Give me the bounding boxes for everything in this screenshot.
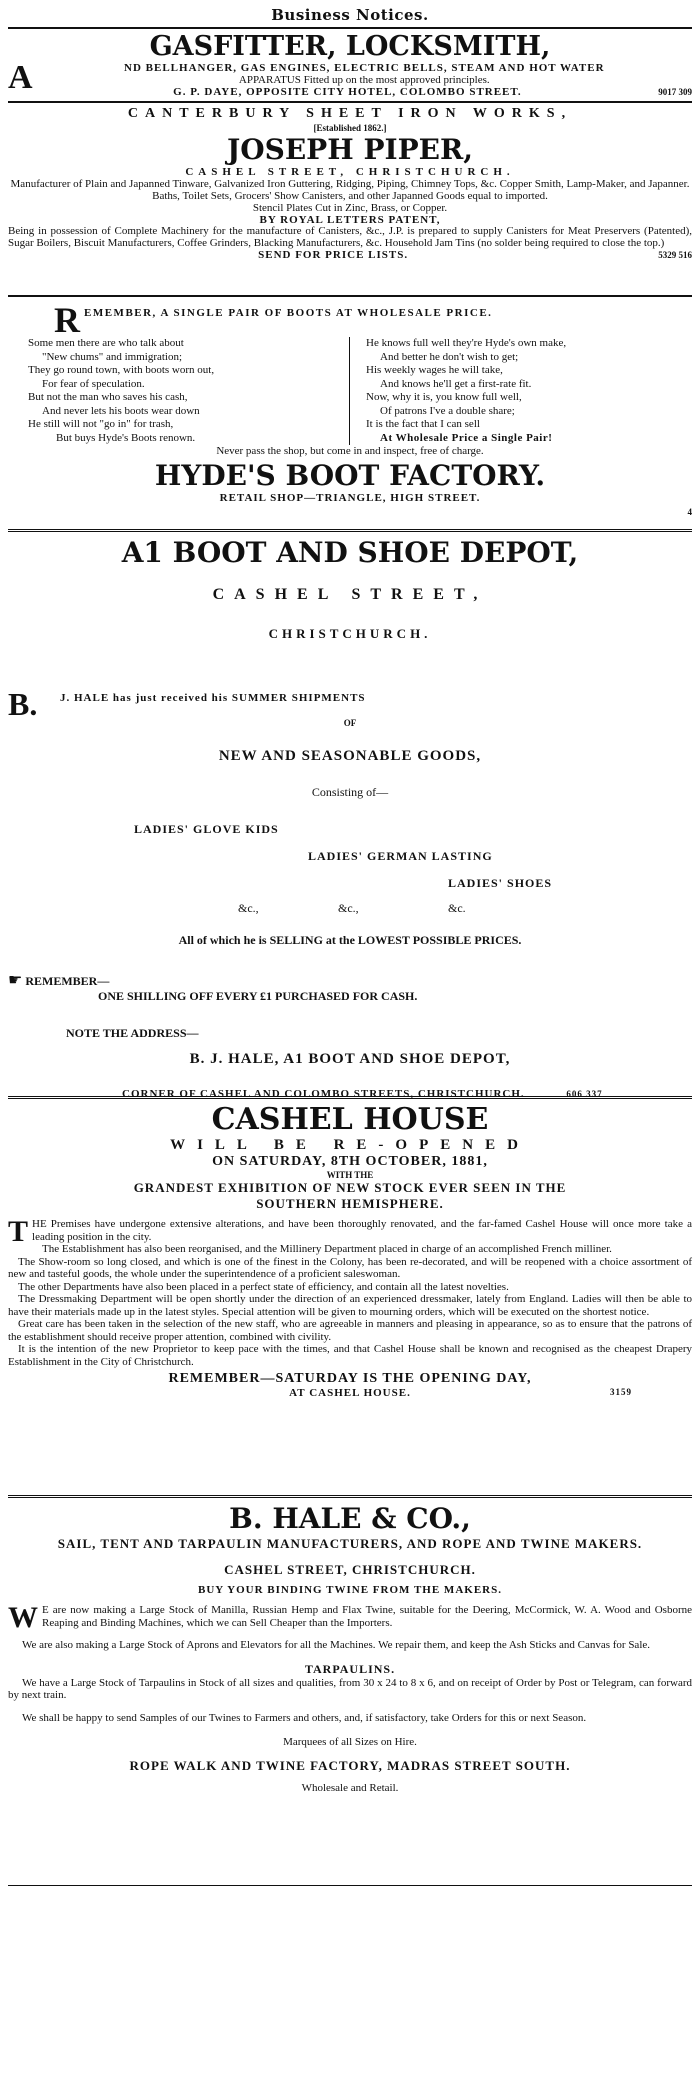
piper-line1: Manufacturer of Plain and Japanned Tinware, Galvanized Iron Guttering, Ridging, Piping, Chimney Tops, &c. Copper Smith, Lamp-Maker, and Japanner.: [10, 178, 690, 190]
poem-line: He knows full well they're Hyde's own make,: [366, 337, 567, 349]
gasfitter-address: G. P. DAYE, OPPOSITE CITY HOTEL, COLOMBO STREET.: [173, 86, 522, 98]
ad-hale-co: [8, 1502, 692, 1882]
poem-line: And knows he'll get a first-rate fit.: [380, 377, 532, 390]
ad-cashel-house: [8, 1103, 692, 1491]
hale-p4: We shall be happy to send Samples of our Twines to Farmers and others, and, if satisfactory, take Orders for this or next Season.: [22, 1711, 587, 1724]
piper-line3: Stencil Plates Cut in Zinc, Brass, or Copper.: [252, 202, 448, 214]
hyde-never: Never pass the shop, but come in and inspect, free of charge.: [216, 445, 484, 457]
piper-line4: Being in possession of Complete Machinery for the manufacture of Canisters, &c., J.P. is prepared to supply Canisters for Meat Preservers (Patented), Sugar Boilers, Biscuit Manufacturers, Coffee Grinders, Blacking Manufacturers, &c. Household Jam Tins (no solder being required to close the top.): [8, 225, 692, 249]
ad-gasfitter: [8, 32, 692, 98]
piper-works: CANTERBURY SHEET IRON WORKS,: [127, 106, 573, 121]
cashel-with: WITH THE: [326, 1170, 374, 1180]
gasfitter-line3: [8, 86, 692, 98]
hale-ropewalk: ROPE WALK AND TWINE FACTORY, MADRAS STREET SOUTH.: [129, 1758, 571, 1773]
depot-item3: LADIES' SHOES: [448, 876, 553, 890]
poem-line: Some men there are who talk about: [28, 337, 184, 349]
poem-line: He still will not "go in" for trash,: [28, 418, 174, 430]
hale-buy: BUY YOUR BINDING TWINE FROM THE MAKERS.: [198, 1584, 502, 1596]
divider: [8, 101, 692, 103]
poem-line: Of patrons I've a double share;: [380, 404, 515, 417]
cashel-p5: The Dressmaking Department will be open shortly under the direction of an experienced dressmaker, lately from England. Ladies will then be able to have their materials made up in the latest styles. Special attention will be given to mourning orders, which will be executed on the shortest notice.: [8, 1293, 692, 1318]
masthead-title: Business Notices.: [271, 6, 429, 24]
depot-item1: LADIES' GLOVE KIDS: [134, 822, 279, 836]
hale-dropcap: W: [8, 1601, 38, 1634]
poem-line: And better he don't wish to get;: [380, 350, 519, 363]
piper-send-row: [8, 249, 692, 261]
cashel-p6: Great care has been taken in the selection of the new staff, who are agreeable in manners and pleasing in appearance, so as to ensure that the patrons of the establishment should receive proper attention, combined with civility.: [8, 1318, 692, 1343]
poem-line: "New chums" and immigration;: [42, 350, 183, 363]
depot-of: OF: [343, 718, 357, 728]
poem-line: But not the man who saves his cash,: [28, 391, 188, 403]
depot-item2: LADIES' GERMAN LASTING: [308, 849, 493, 863]
divider: [8, 295, 692, 297]
cashel-p1-block: [8, 1215, 692, 1248]
cashel-dropcap: T: [8, 1215, 29, 1248]
cashel-reopened: WILL BE RE-OPENED: [170, 1137, 530, 1153]
depot-etc1: &c.,: [238, 901, 259, 915]
hale-marquees: Marquees of all Sizes on Hire.: [283, 1736, 417, 1748]
section-masthead: [8, 0, 692, 24]
depot-heading: A1 BOOT AND SHOE DEPOT,: [121, 536, 579, 569]
poem-line: Now, why it is, you know full well,: [366, 391, 522, 403]
cashel-heading: CASHEL HOUSE: [211, 1102, 489, 1137]
depot-remember: REMEMBER—: [25, 974, 110, 988]
ad-depot: [8, 536, 692, 1100]
hale-sub: SAIL, TENT AND TARPAULIN MANUFACTURERS, AND ROPE AND TWINE MAKERS.: [57, 1536, 643, 1551]
divider: [8, 27, 692, 29]
divider: [8, 1495, 692, 1498]
poem-line: But buys Hyde's Boots renown.: [56, 431, 196, 444]
poem-line: And never lets his boots wear down: [42, 404, 200, 417]
hyde-factory: HYDE'S BOOT FACTORY.: [154, 459, 546, 492]
poem-line: At Wholesale Price a Single Pair!: [380, 431, 553, 444]
poem-line: His weekly wages he will take,: [366, 364, 503, 376]
hyde-poem-left: [8, 337, 350, 445]
cashel-p1: HE Premises have undergone extensive alterations, and have been thoroughly renovated, and the far-famed Cashel House will once more take a leading position in the city.: [32, 1218, 692, 1243]
depot-selling: All of which he is SELLING at the LOWEST POSSIBLE PRICES.: [178, 933, 522, 947]
depot-corner-row: [122, 1088, 692, 1100]
hyde-poem: [8, 337, 692, 445]
depot-consisting: Consisting of—: [311, 785, 389, 799]
poem-line: They go round town, with boots worn out,: [28, 364, 215, 376]
cashel-ref: 3159: [610, 1387, 632, 1397]
hyde-intro: EMEMBER, A SINGLE PAIR OF BOOTS AT WHOLESALE PRICE.: [84, 307, 493, 319]
hyde-ref: 4: [687, 507, 692, 517]
piper-line2: Baths, Toilet Sets, Grocers' Show Canisters, and other Japanned Goods equal to imported.: [152, 190, 548, 202]
piper-ref: 5329 516: [658, 250, 692, 260]
poem-line: For fear of speculation.: [42, 377, 145, 390]
depot-shilling: ONE SHILLING OFF EVERY £1 PURCHASED FOR CASH.: [98, 989, 418, 1003]
gasfitter-ref: 9017 309: [658, 87, 692, 97]
hyde-retail: RETAIL SHOP—TRIANGLE, HIGH STREET.: [219, 492, 481, 504]
gasfitter-dropcap: A: [8, 59, 33, 96]
depot-dropcap: B.: [8, 686, 38, 722]
depot-ref: 606 337: [566, 1089, 603, 1099]
hale-wholesale: Wholesale and Retail.: [301, 1782, 399, 1794]
hyde-poem-right: [350, 337, 692, 445]
piper-name: JOSEPH PIPER,: [226, 133, 474, 166]
hale-heading: B. HALE & CO.,: [229, 1502, 471, 1535]
pointing-hand-icon: ☛: [8, 970, 23, 989]
depot-etc3: &c.: [448, 901, 466, 915]
depot-received: J. HALE has just received his SUMMER SHIPMENTS: [60, 692, 366, 704]
hale-p2: We are also making a Large Stock of Aprons and Elevators for all the Machines. We repair them, and keep the Ash Sticks and Canvas for Sale.: [22, 1639, 651, 1651]
cashel-p3: The Show-room so long closed, and which is one of the finest in the Colony, has been re-decorated, and will be reopened with a choice assortment of new and tasteful goods, the whole under the superintendence of a proficient saleswoman.: [8, 1255, 692, 1280]
cashel-p2: The Establishment has also been reorganised, and the Millinery Department placed in charge of an accomplished French milliner.: [42, 1243, 612, 1255]
cashel-p7: It is the intention of the new Proprietor to keep pace with the times, and that Cashel House shall be known and recognised as the cheapest Drapery Establishment in the City of Christchurch.: [8, 1343, 692, 1368]
piper-send: SEND FOR PRICE LISTS.: [258, 249, 409, 261]
hale-p1: E are now making a Large Stock of Manilla, Russian Hemp and Flax Twine, suitable for the Deering, McCormick, W. A. Wood and Osborne Reaping and Binding Machines, which we can Sell Cheaper than the Importers.: [42, 1604, 692, 1629]
depot-corner: CORNER OF CASHEL AND COLOMBO STREETS, CHRISTCHURCH.: [122, 1088, 525, 1100]
hale-street: CASHEL STREET, CHRISTCHURCH.: [224, 1562, 476, 1577]
poem-line: It is the fact that I can sell: [366, 418, 480, 430]
cashel-grand2: SOUTHERN HEMISPHERE.: [256, 1196, 444, 1211]
cashel-remember: REMEMBER—SATURDAY IS THE OPENING DAY,: [168, 1371, 532, 1386]
depot-note: NOTE THE ADDRESS—: [66, 1026, 199, 1040]
divider: [8, 529, 692, 532]
depot-street: CASHEL STREET,: [212, 586, 488, 603]
divider: [8, 1885, 692, 1886]
hale-p1-block: [8, 1601, 692, 1634]
cashel-date: ON SATURDAY, 8TH OCTOBER, 1881,: [212, 1154, 488, 1169]
depot-goods: NEW AND SEASONABLE GOODS,: [218, 748, 482, 764]
cashel-at-row: [8, 1387, 692, 1399]
cashel-at: AT CASHEL HOUSE.: [289, 1387, 411, 1399]
depot-etc2: &c.,: [338, 901, 359, 915]
ad-hyde: [8, 300, 692, 525]
piper-street: CASHEL STREET, CHRISTCHURCH.: [185, 166, 515, 178]
hale-tarp: TARPAULINS.: [304, 1661, 396, 1676]
cashel-grand1: GRANDEST EXHIBITION OF NEW STOCK EVER SEEN IN THE: [133, 1180, 567, 1195]
gasfitter-heading: GASFITTER, LOCKSMITH,: [149, 31, 551, 62]
ad-piper: [8, 106, 692, 292]
gasfitter-line2: APPARATUS Fitted up on the most approved principles.: [238, 74, 490, 86]
hyde-dropcap: R: [54, 300, 80, 340]
depot-city: CHRISTCHURCH.: [268, 626, 432, 641]
gasfitter-line1: ND BELLHANGER, GAS ENGINES, ELECTRIC BELLS, STEAM AND HOT WATER: [124, 62, 605, 74]
hale-p3: We have a Large Stock of Tarpaulins in Stock of all sizes and qualities, from 30 x 24 to 8 x 6, and on receipt of Order by Post or Telegram, can forward by next train.: [8, 1676, 692, 1701]
piper-established: [Established 1862.]: [313, 123, 387, 133]
piper-patent: BY ROYAL LETTERS PATENT,: [259, 214, 441, 226]
depot-address: B. J. HALE, A1 BOOT AND SHOE DEPOT,: [189, 1051, 511, 1067]
cashel-p4: The other Departments have also been placed in a perfect state of efficiency, and contain all the latest novelties.: [18, 1280, 509, 1293]
